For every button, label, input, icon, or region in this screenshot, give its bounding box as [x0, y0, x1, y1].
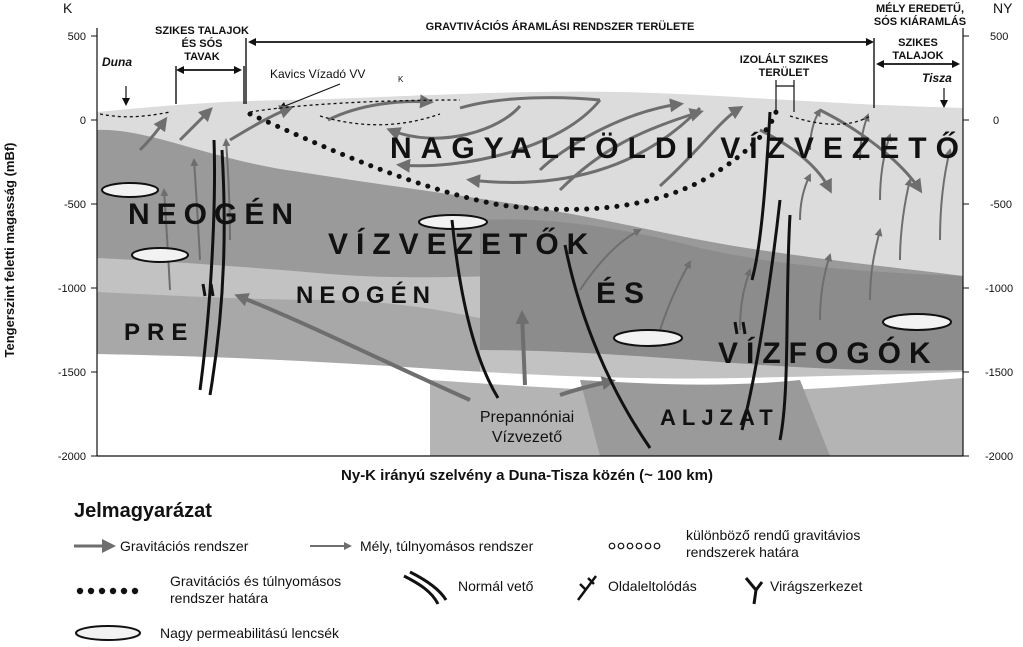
label-prepannon-1: Prepannóniai [479, 409, 575, 426]
y-tick-right-neg500: -500 [990, 199, 1013, 211]
y-tick-neg500: -500 [63, 199, 86, 211]
legend-normal-fault-icon [404, 572, 446, 604]
y-tick-neg1000: -1000 [57, 283, 86, 295]
label-tisza: Tisza [922, 71, 952, 85]
y-tick-right-neg1000: -1000 [985, 283, 1014, 295]
legend-grav-over-2: rendszer határa [170, 590, 269, 606]
label-szikes-sos-1: SZIKES TALAJOK [155, 25, 249, 37]
legend-deep-system: Mély, túlnyomásos rendszer [360, 538, 534, 554]
legend-normal-fault: Normál vető [458, 578, 534, 594]
label-pre: PRE [124, 319, 195, 346]
label-vizfogok: VÍZFOGÓK [718, 337, 939, 370]
y-axis-right [963, 31, 1013, 463]
corner-label-ny: NY [993, 0, 1013, 16]
legend-boundary-1: különböző rendű gravitávios [686, 527, 861, 543]
label-es: ÉS [596, 277, 653, 310]
label-kavics-sub: K [398, 75, 404, 84]
y-tick-right-neg2000: -2000 [985, 451, 1014, 463]
legend-strike-slip-icon [578, 576, 596, 600]
y-tick-neg2000: -2000 [57, 451, 86, 463]
label-szikes-sos-2: ÉS SÓS [181, 38, 223, 50]
legend-grav-over-1: Gravitációs és túlnyomásos [170, 573, 342, 589]
label-neogen-upper: NEOGÉN [128, 198, 301, 231]
legend [74, 500, 862, 641]
label-vizvezetok: VÍZVEZETŐK [328, 228, 597, 261]
corner-label-k: K [63, 0, 73, 16]
legend-strike-slip: Oldaleltolódás [608, 578, 697, 594]
label-szikes-right-2: TALAJOK [892, 50, 944, 62]
label-szikes-right-1: SZIKES [898, 37, 938, 49]
label-prepannon-2: Vízvezető [491, 429, 563, 446]
figure-caption: Ny-K irányú szelvény a Duna-Tisza közén (~ 100 km) [341, 467, 713, 484]
y-tick-0: 0 [79, 115, 86, 127]
label-nagyalfoldi: NAGYALFÖLDI VÍZVEZETŐ [390, 132, 968, 165]
label-mely-1: MÉLY EREDETŰ, [875, 3, 965, 15]
legend-gravity-system: Gravitációs rendszer [120, 538, 249, 554]
y-tick-neg1500: -1500 [57, 367, 86, 379]
legend-lenses: Nagy permeabilitású lencsék [160, 625, 339, 641]
y-tick-right-0: 0 [993, 115, 1000, 127]
label-kavics: Kavics Vízadó VV [270, 67, 366, 81]
label-szikes-sos-3: TAVAK [184, 51, 220, 63]
label-izolalt-2: TERÜLET [758, 67, 810, 79]
legend-boundary-2: rendszerek határa [686, 544, 799, 560]
y-tick-right-neg1500: -1500 [985, 367, 1014, 379]
basement-white [97, 360, 430, 456]
label-mely-2: SÓS KIÁRAMLÁS [873, 16, 967, 28]
label-gravity-area: GRAVTIVÁCIÓS ÁRAMLÁSI RENDSZER TERÜLETE [425, 21, 695, 33]
label-izolalt-1: IZOLÁLT SZIKES [739, 54, 829, 66]
legend-boundary-circles-icon [609, 543, 660, 549]
legend-flower: Virágszerkezet [770, 578, 863, 594]
label-aljzat: ALJZAT [660, 405, 779, 430]
y-tick-500: 500 [67, 31, 86, 43]
y-tick-right-500: 500 [990, 31, 1009, 43]
label-duna: Duna [102, 55, 132, 69]
legend-lens-icon [76, 626, 140, 640]
legend-dots-icon [77, 588, 138, 594]
label-neogen-lower: NEOGÉN [296, 282, 437, 309]
legend-title: Jelmagyarázat [74, 500, 212, 522]
y-axis-label: Tengerszint feletti magasság (mBf) [2, 142, 17, 358]
y-axis-left [58, 31, 97, 463]
legend-flower-icon [746, 578, 762, 604]
